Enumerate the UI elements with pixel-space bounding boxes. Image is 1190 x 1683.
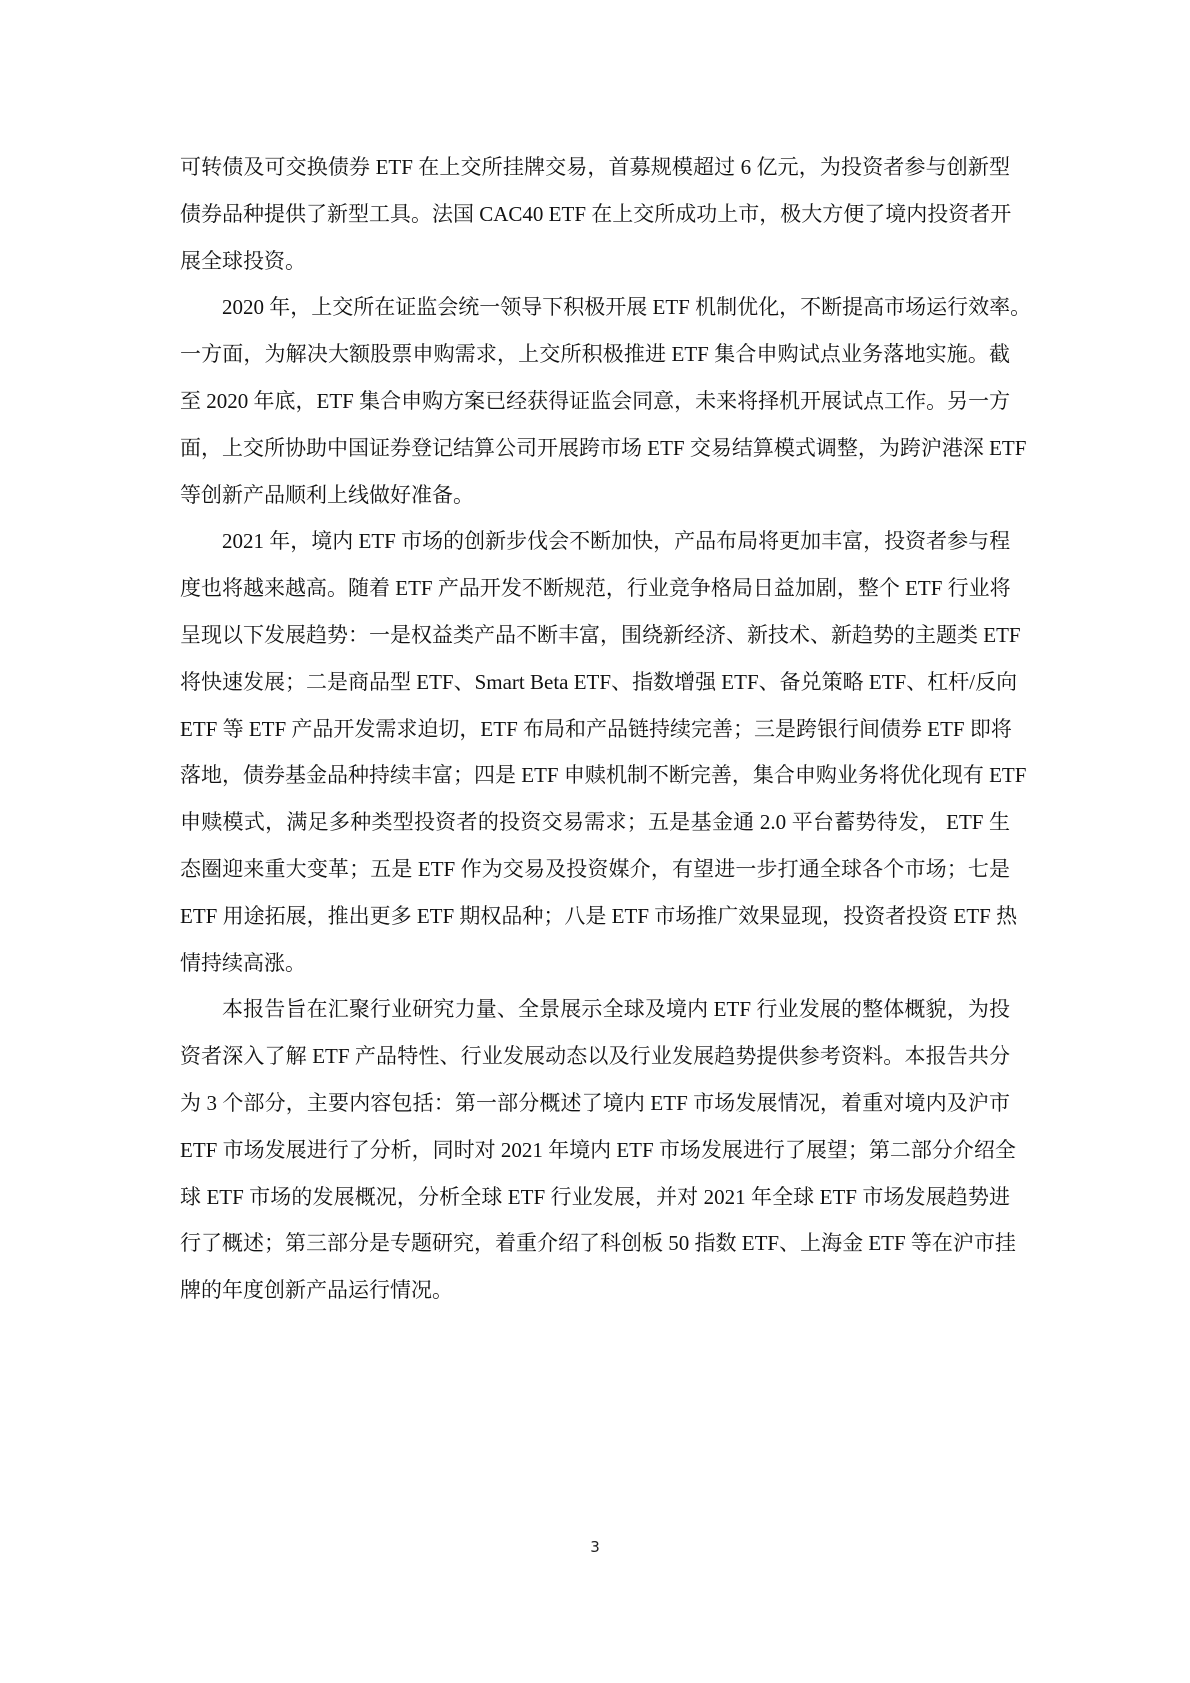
page-number: 3 <box>590 1538 600 1556</box>
text-line: 牌的年度创新产品运行情况。 <box>180 1278 453 1303</box>
text-line: 一方面，为解决大额股票申购需求，上交所积极推进 ETF 集合申购试点业务落地实施。截 <box>180 342 1010 367</box>
text-line: 球 ETF 市场的发展概况，分析全球 ETF 行业发展，并对 2021 年全球 ETF 市场发展趋势进 <box>180 1184 1010 1209</box>
text-line: 债券品种提供了新型工具。法国 CAC40 ETF 在上交所成功上市，极大方便了境内投资者开 <box>180 201 1012 226</box>
text-line: ETF 用途拓展，推出更多 ETF 期权品种；八是 ETF 市场推广效果显现，投资者投资 ETF 热 <box>180 903 1018 928</box>
text-line: 至 2020 年底，ETF 集合申购方案已经获得证监会同意，未来将择机开展试点工作。另一方 <box>180 388 1011 413</box>
text-line: 可转债及可交换债券 ETF 在上交所挂牌交易，首募规模超过 6 亿元，为投资者参与创新型 <box>180 155 1010 179</box>
text-line: 本报告旨在汇聚行业研究力量、全景展示全球及境内 ETF 行业发展的整体概貌，为投 <box>222 997 1010 1022</box>
document-body <box>180 150 1032 1320</box>
paragraph-1 <box>180 150 1010 290</box>
text-line: ETF 等 ETF 产品开发需求迫切，ETF 布局和产品链持续完善；三是跨银行间债券 ETF 即将 <box>180 716 1012 741</box>
paragraph-4 <box>180 992 1016 1320</box>
text-line: 申赎模式，满足多种类型投资者的投资交易需求；五是基金通 2.0 平台蓄势待发， ETF 生 <box>180 810 1010 835</box>
text-line: 将快速发展；二是商品型 ETF、Smart Beta ETF、指数增强 ETF、备兑策略 ETF、杠杆/反向 <box>180 669 1018 694</box>
text-line: 行了概述；第三部分是专题研究，着重介绍了科创板 50 指数 ETF、上海金 ETF 等在沪市挂 <box>180 1231 1016 1256</box>
text-line: 2021 年，境内 ETF 市场的创新步伐会不断加快，产品布局将更加丰富，投资者参与程 <box>222 529 1011 554</box>
paragraph-2 <box>180 290 1032 524</box>
text-line: 等创新产品顺利上线做好准备。 <box>180 482 474 507</box>
text-line: 展全球投资。 <box>180 248 306 273</box>
text-line: 2020 年，上交所在证监会统一领导下积极开展 ETF 机制优化，不断提高市场运行效率。 <box>222 295 1032 320</box>
text-line: 资者深入了解 ETF 产品特性、行业发展动态以及行业发展趋势提供参考资料。本报告共分 <box>180 1044 1010 1069</box>
text-line: ETF 市场发展进行了分析，同时对 2021 年境内 ETF 市场发展进行了展望；第二部分介绍全 <box>180 1137 1016 1162</box>
text-line: 情持续高涨。 <box>180 950 306 975</box>
paragraph-3 <box>180 524 1027 992</box>
text-line: 落地，债券基金品种持续丰富；四是 ETF 申赎机制不断完善，集合申购业务将优化现有 ETF <box>180 763 1027 788</box>
text-line: 度也将越来越高。随着 ETF 产品开发不断规范，行业竞争格局日益加剧，整个 ETF 行业将 <box>180 576 1011 601</box>
text-line: 呈现以下发展趋势：一是权益类产品不断丰富，围绕新经济、新技术、新趋势的主题类 ETF <box>180 622 1021 647</box>
text-line: 态圈迎来重大变革；五是 ETF 作为交易及投资媒介，有望进一步打通全球各个市场；七是 <box>180 856 1010 881</box>
text-line: 为 3 个部分，主要内容包括：第一部分概述了境内 ETF 市场发展情况，着重对境内及沪市 <box>180 1090 1010 1115</box>
text-line: 面，上交所协助中国证券登记结算公司开展跨市场 ETF 交易结算模式调整，为跨沪港深 ETF <box>180 435 1027 460</box>
